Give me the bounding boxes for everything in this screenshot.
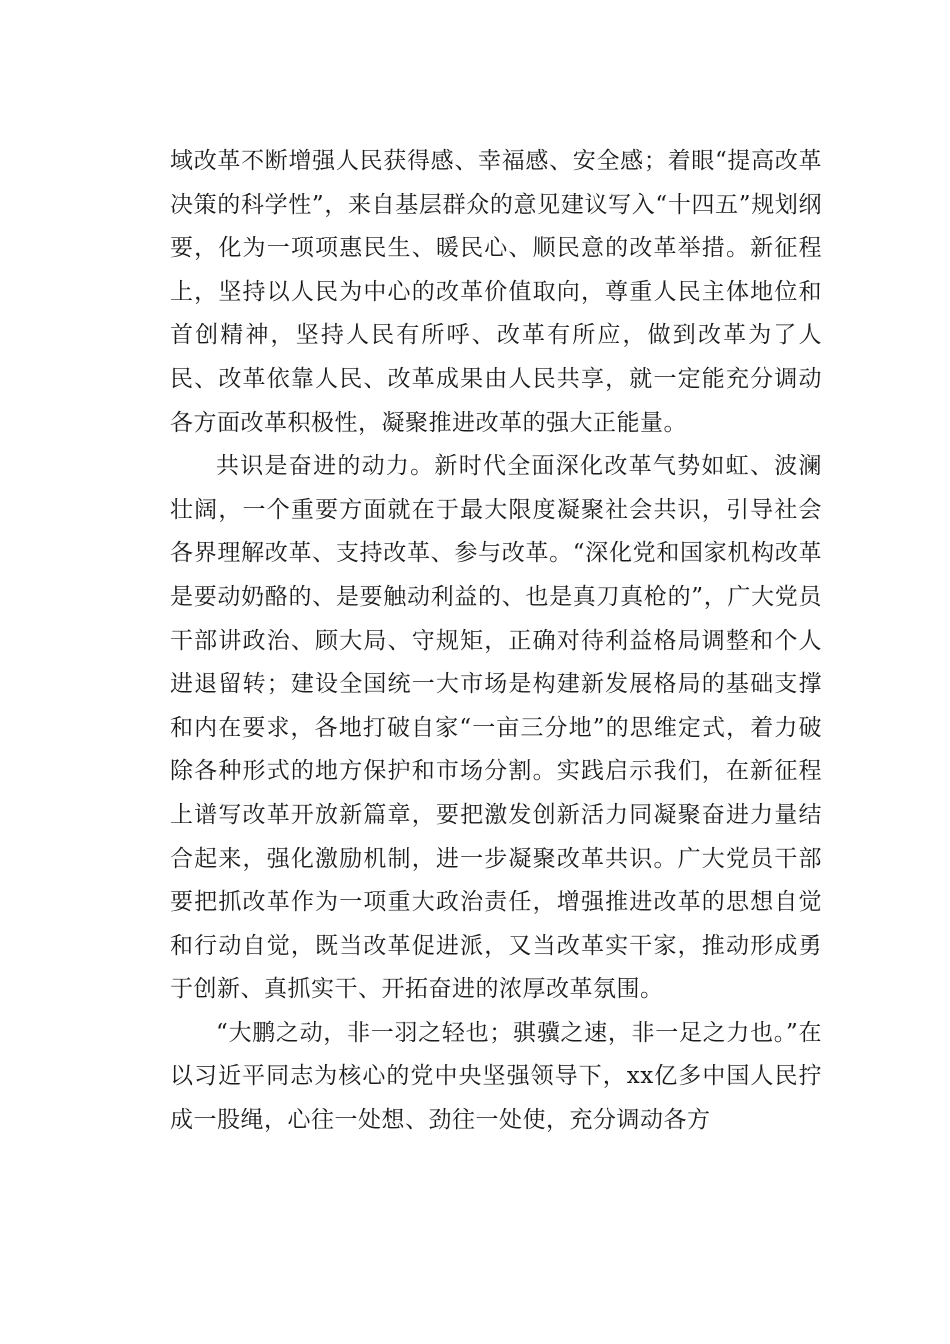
paragraph-consensus: 共识是奋进的动力。新时代全面深化改革气势如虹、波澜壮阔，一个重要方面就在于最大限度凝聚社会共识，引导社会各界理解改革、支持改革、参与改革。“深化党和国家机构改革是要动奶酪的、是要触动利益的、也是真刀真枪的”，广大党员干部讲政治、顾大局、守规矩，正确对待利益格局调整和个人进退留转；建设全国统一大市场是构建新发展格局的基础支撑和内在要求，各地打破自家“一亩三分地”的思维定式，着力破除各种形式的地方保护和市场分割。实践启示我们，在新征程上谱写改革开放新篇章，要把激发创新活力同凝聚奋进力量结合起来，强化激励机制，进一步凝聚改革共识。广大党员干部要把抓改革作为一项重大政治责任，增强推进改革的思想自觉和行动自觉，既当改革促进派，又当改革实干家，推动形成勇于创新、真抓实干、开拓奋进的浓厚改革氛围。: [170, 453, 822, 1003]
paragraph-continuation: 域改革不断增强人民获得感、幸福感、安全感；着眼“提高改革决策的科学性”，来自基层群众的意见建议写入“十四五”规划纲要，化为一项项惠民生、暖民心、顺民意的改革举措。新征程上，坚持以人民为中心的改革价值取向，尊重人民主体地位和首创精神，坚持人民有所呼、改革有所应，做到改革为了人民、改革依靠人民、改革成果由人民共享，就一定能充分调动各方面改革积极性，凝聚推进改革的强大正能量。: [170, 148, 822, 436]
document-body: [170, 140, 822, 1143]
paragraph-dapeng-quote: “大鹏之动，非一羽之轻也；骐骥之速，非一足之力也。”在以习近平同志为核心的党中央坚强领导下，xx亿多中国人民拧成一股绳，心往一处想、劲往一处使，充分调动各方: [170, 1019, 822, 1134]
